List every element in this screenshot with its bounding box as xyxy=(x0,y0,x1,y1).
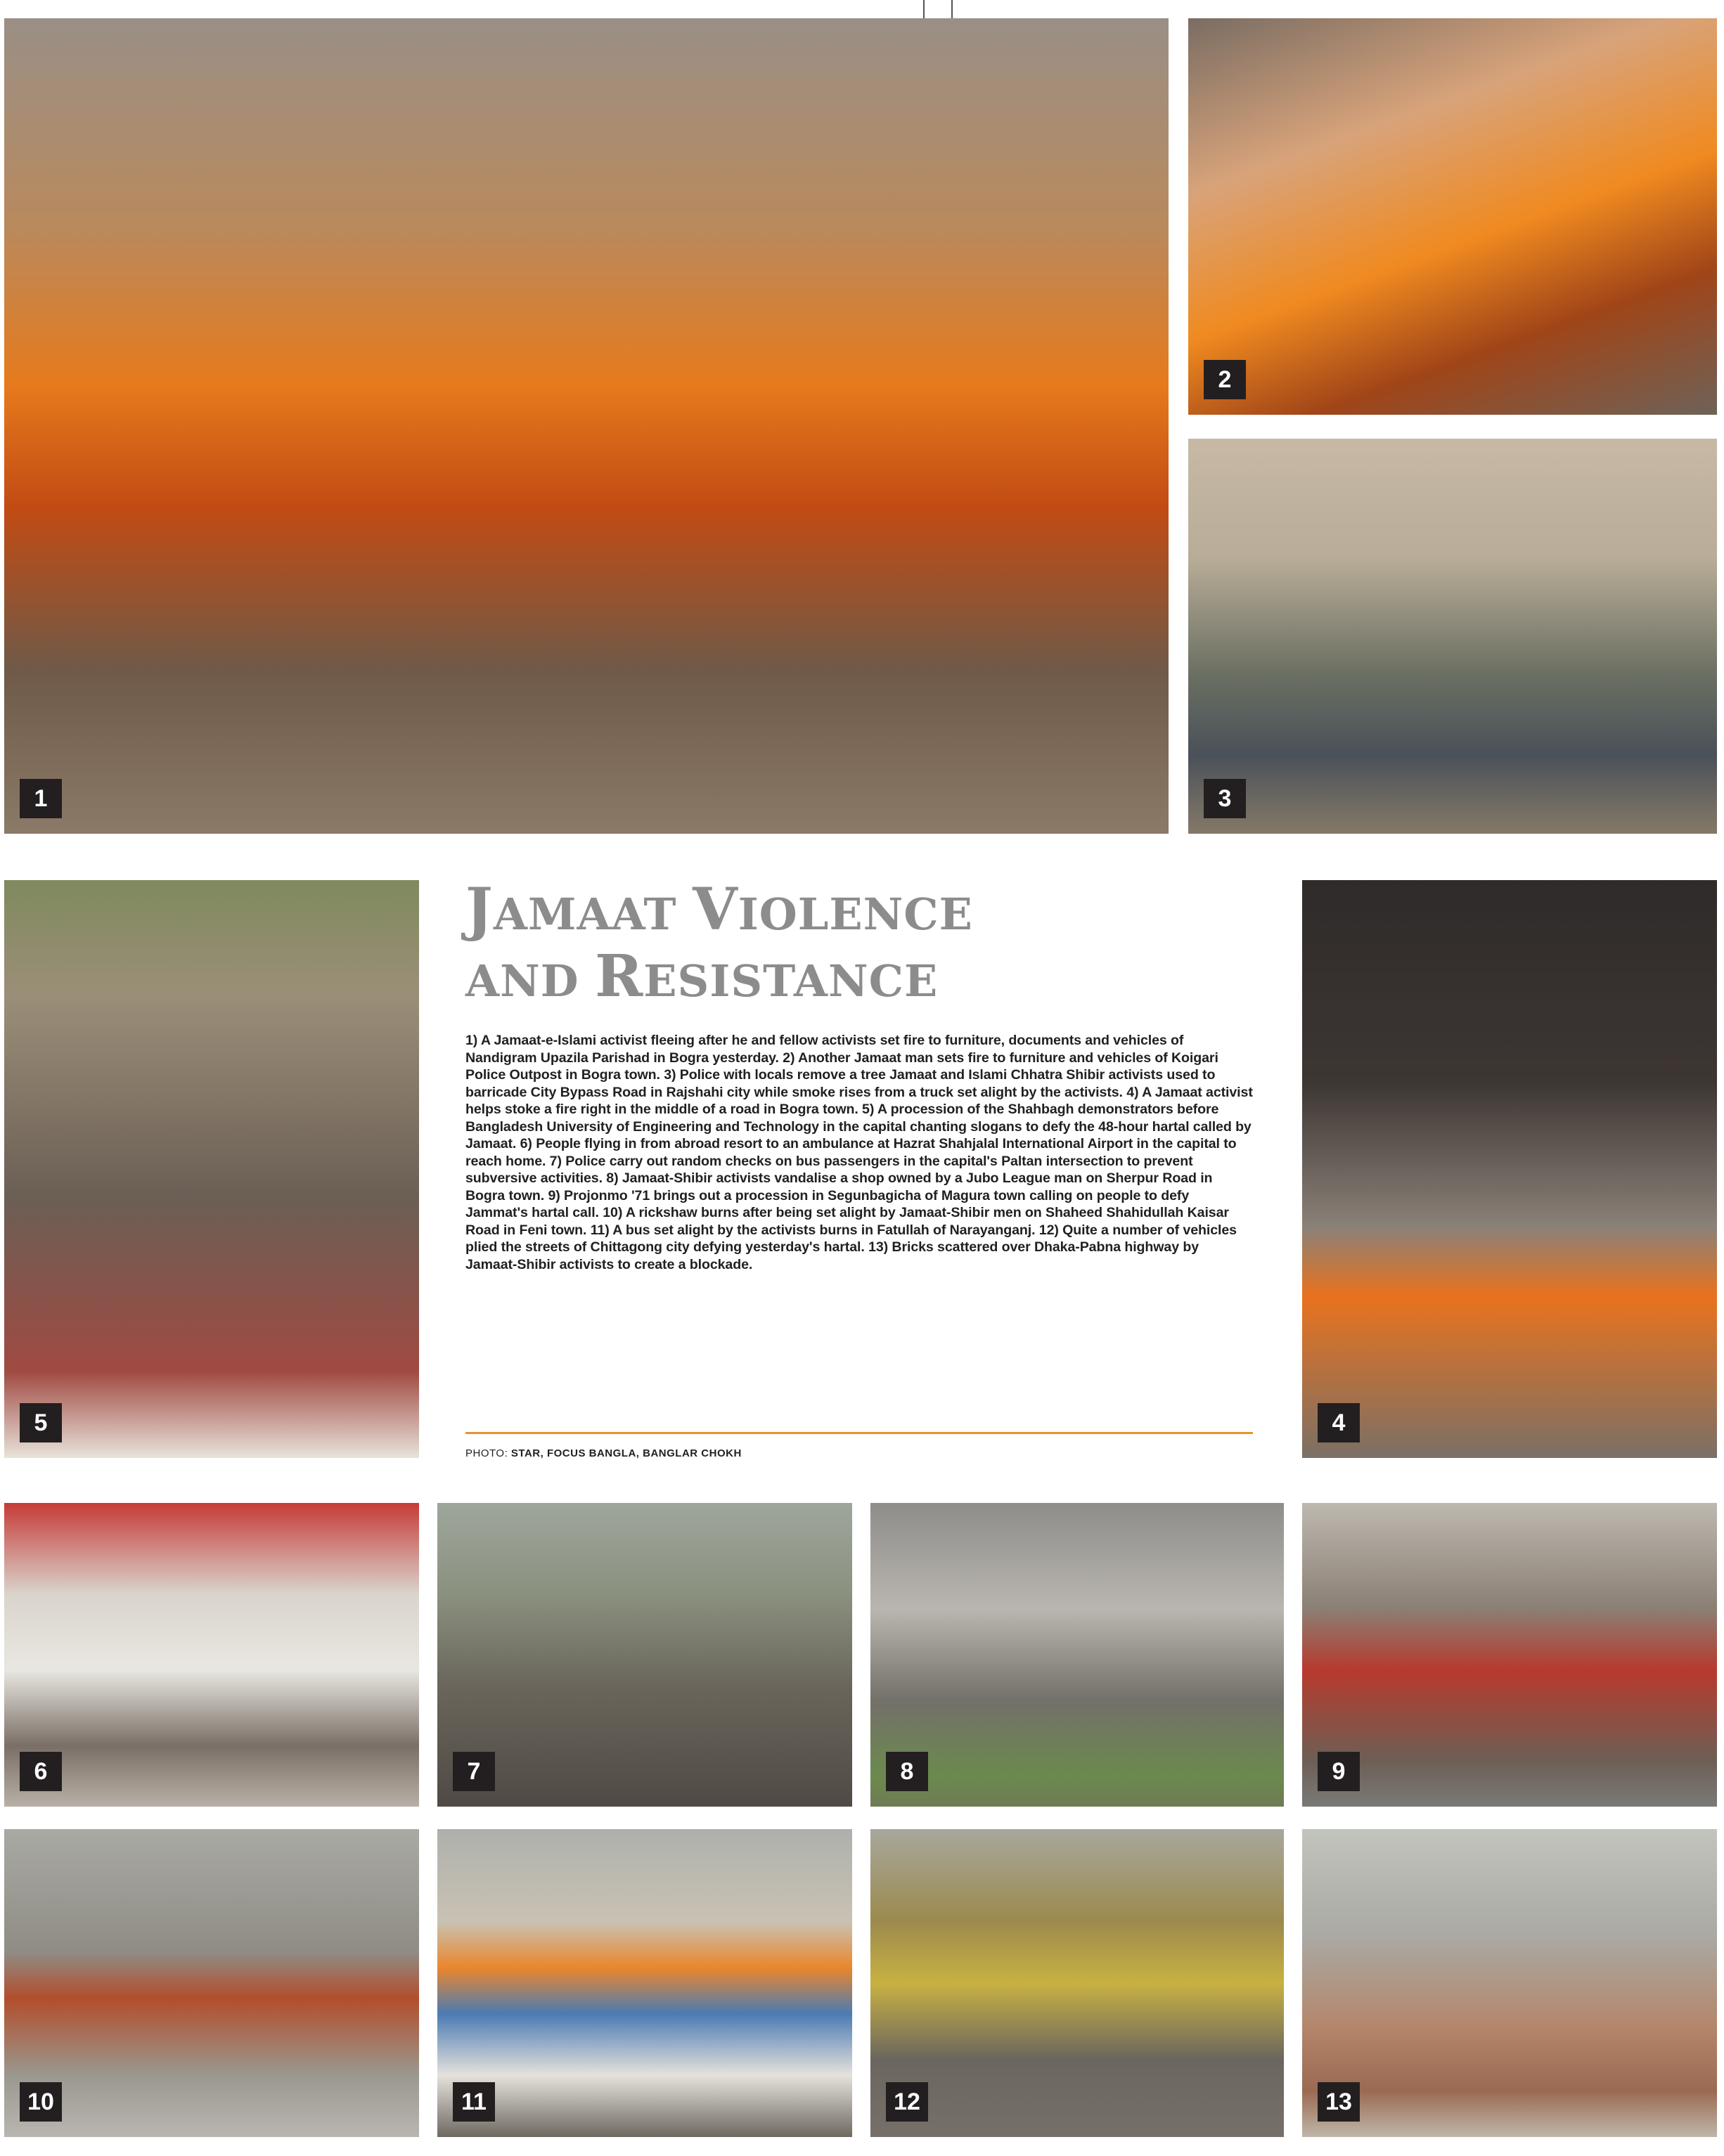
photo-number-badge: 4 xyxy=(1318,1403,1360,1442)
photo-number-badge: 1 xyxy=(20,779,62,818)
photo-12 xyxy=(870,1829,1284,2137)
photo-5 xyxy=(4,880,419,1458)
photo-3 xyxy=(1188,439,1717,834)
photo-10 xyxy=(4,1829,419,2137)
photo-number-badge: 5 xyxy=(20,1403,62,1442)
photo-11 xyxy=(437,1829,852,2137)
feature-body-text: 1) A Jamaat-e-Islami activist fleeing after he and fellow activists set fire to furniture, documents and vehicles of Nandigram Upazila Parishad in Bogra yesterday. 2) Another Jamaat man sets fire to furniture and vehicles of Koigari Police Outpost in Bogra town. 3) Police with locals remove a tree Jamaat and Islami Chhatra Shibir activists used to barricade City Bypass Road in Rajshahi city while smoke rises from a truck set alight by the activists. 4) A Jamaat activist helps stoke a fire right in the middle of a road in Bogra town. 5) A procession of the Shahbagh demonstrators before Bangladesh University of Engineering and Technology in the capital chanting slogans to defy the 48-hour hartal called by Jamaat. 6) People flying in from abroad resort to an ambulance at Hazrat Shahjalal International Airport in the capital to reach home. 7) Police carry out random checks on bus passengers in the capital's Paltan intersection to prevent subversive activities. 8) Jamaat-Shibir activists vandalise a shop owned by a Jubo League man on Sherpur Road in Bogra town. 9) Projonmo '71 brings out a procession in Segunbagicha of Magura town calling on people to defy Jammat's hartal call. 10) A rickshaw burns after being set alight by Jamaat-Shibir men on Shaheed Shahidullah Kaisar Road in Feni town. 11) A bus set alight by the activists burns in Fatullah of Narayanganj. 12) Quite a number of vehicles plied the streets of Chittagong city defying yesterday's hartal. 13) Bricks scattered over Dhaka-Pabna highway by Jamaat-Shibir activists to create a blockade. xyxy=(465,1033,1253,1272)
photo-9 xyxy=(1302,1503,1717,1807)
photo-number-badge: 12 xyxy=(886,2082,928,2122)
photo-1 xyxy=(4,18,1169,834)
photo-7 xyxy=(437,1503,852,1807)
photo-6 xyxy=(4,1503,419,1807)
photo-number-badge: 8 xyxy=(886,1752,928,1791)
photo-number-badge: 6 xyxy=(20,1752,62,1791)
photo-number-badge: 13 xyxy=(1318,2082,1360,2122)
photo-4 xyxy=(1302,880,1717,1458)
photo-number-badge: 2 xyxy=(1204,360,1246,399)
photo-number-badge: 9 xyxy=(1318,1752,1360,1791)
photo-number-badge: 11 xyxy=(453,2082,495,2122)
photo-13 xyxy=(1302,1829,1717,2137)
photo-8 xyxy=(870,1503,1284,1807)
feature-title: JAMAAT VIOLENCE AND RESISTANCE xyxy=(465,876,973,1010)
photo-2 xyxy=(1188,18,1717,415)
photo-number-badge: 7 xyxy=(453,1752,495,1791)
orange-divider xyxy=(465,1432,1253,1434)
photo-number-badge: 10 xyxy=(20,2082,62,2122)
photo-number-badge: 3 xyxy=(1204,779,1246,818)
photo-credit: PHOTO: STAR, FOCUS BANGLA, BANGLAR CHOKH xyxy=(465,1447,742,1459)
